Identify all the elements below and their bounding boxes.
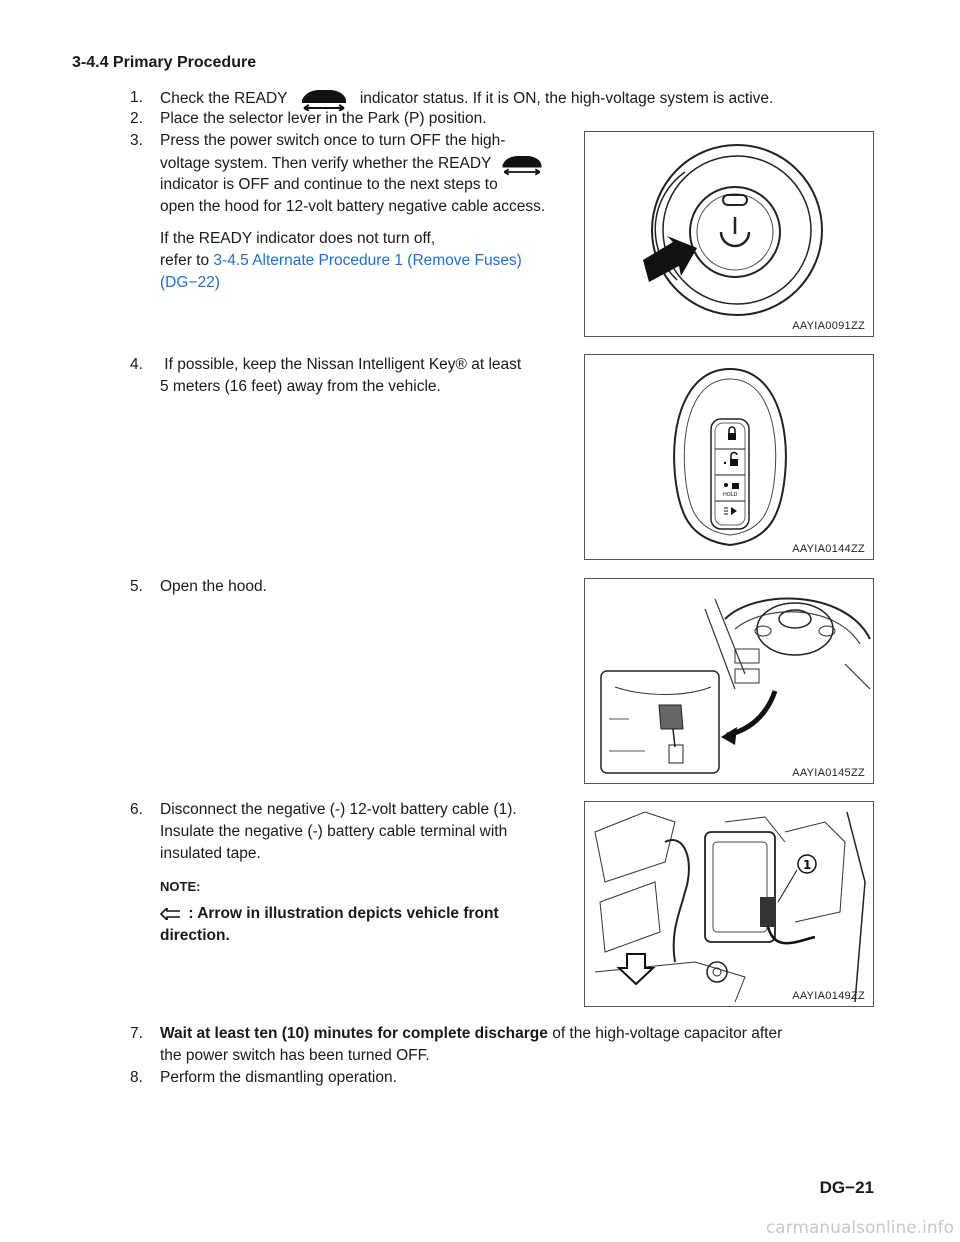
step-warning: Wait at least ten (10) minutes for complete discharge	[160, 1025, 548, 1042]
step-text: Check the READY	[160, 90, 288, 108]
step-line: Insulate the negative (-) battery cable terminal with	[160, 823, 508, 840]
power-switch-illustration	[585, 132, 874, 337]
figure-battery	[584, 801, 874, 1007]
watermark-footer: carmanualsonline.info	[765, 1218, 954, 1238]
step-note: refer to	[160, 252, 210, 269]
step-text: Place the selector lever in the Park (P) position.	[160, 110, 487, 127]
note-text: direction.	[160, 927, 230, 944]
step-number: 5.	[130, 578, 143, 595]
callout-number: 1	[803, 858, 812, 872]
step-text-cont: indicator status. If it is ON, the high-voltage system is active.	[359, 90, 774, 108]
figure-code: AAYIA0145ZZ	[792, 767, 865, 779]
step-line: voltage system. Then verify whether the READY	[160, 155, 492, 173]
page-number: DG−21	[819, 1178, 874, 1197]
step-line: insulated tape.	[160, 845, 261, 862]
step-note: If the READY indicator does not turn off,	[160, 230, 436, 247]
step-line: the power switch has been turned OFF.	[160, 1047, 430, 1064]
figure-code: AAYIA0144ZZ	[792, 543, 865, 555]
intelligent-key-illustration	[585, 355, 874, 560]
cross-reference-link[interactable]: 3-4.5 Alternate Procedure 1 (Remove Fuses)	[213, 252, 522, 269]
figure-power-switch	[584, 131, 874, 337]
note-label: NOTE:	[160, 879, 201, 894]
note-text: : Arrow in illustration depicts vehicle front	[188, 905, 499, 922]
step-number: 8.	[130, 1069, 143, 1086]
step-line: Press the power switch once to turn OFF the high-	[160, 132, 506, 149]
step-text: Perform the dismantling operation.	[160, 1069, 397, 1086]
step-line: Disconnect the negative (-) 12-volt battery cable (1).	[160, 801, 517, 818]
step-number: 7.	[130, 1025, 143, 1042]
ready-indicator-icon	[499, 152, 545, 176]
page-reference-link[interactable]: (DG−22)	[160, 274, 220, 291]
step-number: 3.	[130, 132, 143, 149]
step-line: open the hood for 12-volt battery negative cable access.	[160, 198, 546, 215]
front-direction-arrow-icon	[160, 908, 182, 920]
engine-bay-battery-illustration	[585, 802, 874, 1007]
step-number: 4.	[130, 356, 143, 373]
step-line: 5 meters (16 feet) away from the vehicle.	[160, 378, 441, 395]
step-text: Open the hood.	[160, 578, 267, 595]
step-line: If possible, keep the Nissan Intelligent Key® at least	[160, 356, 522, 373]
step-line: indicator is OFF and continue to the next steps to	[160, 176, 498, 193]
section-heading: 3-4.4 Primary Procedure	[72, 54, 257, 71]
step-number: 2.	[130, 110, 143, 127]
figure-intelligent-key	[584, 354, 874, 560]
step-number: 1.	[130, 89, 143, 106]
hood-release-illustration	[585, 579, 874, 784]
svg-text:HOLD: HOLD	[723, 492, 738, 498]
step-number: 6.	[130, 801, 143, 818]
figure-code: AAYIA0149ZZ	[792, 990, 865, 1002]
step-text: of the high-voltage capacitor after	[547, 1025, 783, 1042]
figure-code: AAYIA0091ZZ	[792, 320, 865, 332]
figure-hood-release	[584, 578, 874, 784]
